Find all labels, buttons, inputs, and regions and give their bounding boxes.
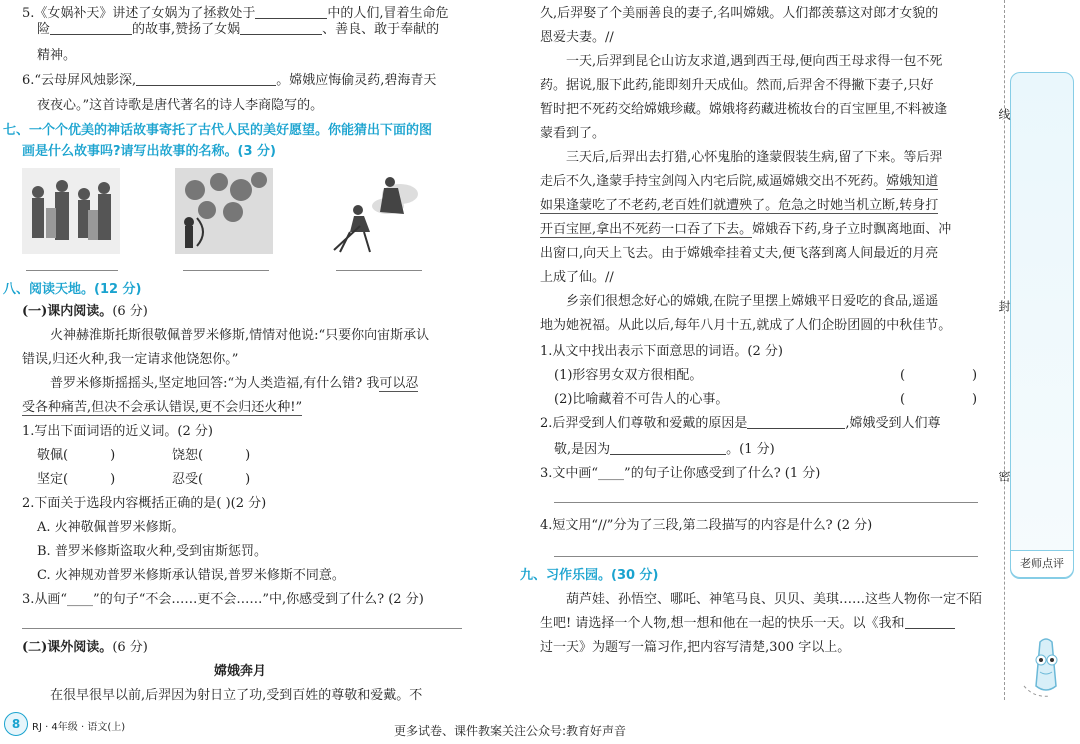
option-a[interactable]: A. 火神敬佩普罗米修斯。 bbox=[37, 520, 185, 535]
story-line-s3: 一天,后羿到昆仑山访友求道,遇到西王母,便向西王母求得一包不死 bbox=[566, 54, 943, 69]
q6-line2: 夜夜心。”这首诗歌是唐代著名的诗人李商隐写的。 bbox=[37, 98, 324, 113]
part1-para2-line2: 受各种痛苦,但决不会承认错误,更不会归还火种!” bbox=[22, 400, 303, 415]
right-q3: 3.文中画“____”的句子让你感受到了什么? (1 分) bbox=[540, 466, 821, 481]
story-title: 嫦娥奔月 bbox=[214, 664, 267, 679]
footer-promo-text: 更多试卷、课件教案关注公众号:教育好声音 bbox=[394, 724, 627, 738]
q6-line1: 6.“云母屏风烛影深, 。嫦娥应悔偷灵药,碧海青天 bbox=[22, 73, 437, 88]
teacher-comment-box[interactable]: 老师点评 bbox=[1010, 550, 1074, 578]
story-line-s12: 上成了仙。// bbox=[540, 270, 614, 285]
story-line-s5: 暂时把不死药交给嫦娥珍藏。嫦娥将药藏进梳妆台的百宝匣里,不料被逢 bbox=[540, 102, 948, 117]
section7-title-line1: 七、一个个优美的神话故事寄托了古代人民的美好愿望。你能猜出下面的图 bbox=[3, 123, 433, 138]
q6-blank[interactable] bbox=[136, 71, 276, 86]
right-q2-line2: 敬,是因为 。(1 分) bbox=[554, 442, 775, 457]
section7-title-line2: 画是什么故事吗?请写出故事的名称。(3 分) bbox=[22, 144, 276, 159]
story-line-s4: 药。据说,服下此药,能即刻升天成仙。然而,后羿舍不得撇下妻子,只好 bbox=[540, 78, 934, 93]
right-q3-answer-line[interactable] bbox=[554, 502, 978, 503]
word-raoshu[interactable]: 饶恕( ) bbox=[172, 448, 251, 463]
story-line-s10: 开百宝匣,拿出不死药一口吞了下去。嫦娥吞下药,身子立时飘离地面、冲 bbox=[540, 222, 952, 237]
picture2-answer-line[interactable] bbox=[183, 270, 269, 271]
story-line-s14: 地为她祝福。从此以后,每年八月十五,就成了人们企盼团圆的中秋佳节。 bbox=[540, 318, 952, 333]
grade-meta: RJ · 4年级 · 语文(上) bbox=[32, 722, 126, 733]
margin-label-mi: 密 bbox=[997, 470, 1011, 482]
composition-line3: 过一天》为题写一篇习作,把内容写清楚,300 字以上。 bbox=[540, 640, 851, 655]
story-line-s6: 蒙看到了。 bbox=[540, 126, 606, 141]
picture3-answer-line[interactable] bbox=[336, 270, 422, 271]
part1-heading: (一)课内阅读。(6 分) bbox=[22, 304, 148, 319]
part1-q1: 1.写出下面词语的近义词。(2 分) bbox=[22, 424, 213, 439]
right-q4-answer-line[interactable] bbox=[554, 556, 978, 557]
story-line-s1: 久,后羿娶了个美丽善良的妻子,名叫嫦娥。人们都羡慕这对郎才女貌的 bbox=[540, 6, 939, 21]
section8-title: 八、阅读天地。(12 分) bbox=[3, 282, 142, 297]
section9-title: 九、习作乐园。(30 分) bbox=[520, 568, 659, 583]
part1-q2: 2.下面关于选段内容概括正确的是( )(2 分) bbox=[22, 496, 267, 511]
word-renshou[interactable]: 忍受( ) bbox=[172, 472, 251, 487]
story-line-s13: 乡亲们很想念好心的嫦娥,在院子里摆上嫦娥平日爱吃的食品,遥遥 bbox=[566, 294, 939, 309]
picture-myth-crowd bbox=[22, 168, 120, 254]
part1-para2-line1: 普罗米修斯摇摇头,坚定地回答:“为人类造福,有什么错? 我可以忍 bbox=[50, 376, 419, 391]
q2-blank-1[interactable] bbox=[747, 414, 845, 429]
word-jianding[interactable]: 坚定( ) bbox=[37, 472, 116, 487]
q1b-paren-open[interactable]: ( bbox=[900, 392, 906, 407]
q5-blank-1[interactable] bbox=[255, 4, 327, 19]
q2-blank-2[interactable] bbox=[610, 440, 726, 455]
q1a-paren-close: ) bbox=[972, 368, 978, 383]
picture-suns-archer bbox=[175, 168, 273, 254]
story-line-s8: 走后不久,逢蒙手持宝剑闯入内宅后院,威逼嫦娥交出不死药。嫦娥知道 bbox=[540, 174, 939, 189]
margin-label-feng: 封 bbox=[997, 300, 1011, 312]
page-number-badge: 8 bbox=[4, 712, 28, 736]
q5-line2: 险 的故事,赞扬了女娲 、善良、敢于奉献的 bbox=[37, 22, 440, 37]
right-q1: 1.从文中找出表示下面意思的词语。(2 分) bbox=[540, 344, 783, 359]
story-line-s11: 出窗口,向天上飞去。由于嫦娥牵挂着丈夫,便飞落到离人间最近的月亮 bbox=[540, 246, 939, 261]
composition-line1: 葫芦娃、孙悟空、哪吒、神笔马良、贝贝、美琪……这些人物你一定不陌 bbox=[566, 592, 983, 607]
right-q1a: (1)形容男女双方很相配。 bbox=[554, 368, 703, 383]
part1-para1-line2: 错误,归还火种,我一定请求他饶恕你。” bbox=[22, 352, 239, 367]
story-line-s9: 如果逢蒙吃了不老药,老百姓们就遭殃了。危急之时她当机立断,转身打 bbox=[540, 198, 939, 213]
q5-line3: 精神。 bbox=[37, 48, 77, 63]
q1a-paren-open[interactable]: ( bbox=[900, 368, 906, 383]
story-para1-line1: 在很早很早以前,后羿因为射日立了功,受到百姓的尊敬和爱戴。不 bbox=[50, 688, 423, 703]
part2-heading: (二)课外阅读。(6 分) bbox=[22, 640, 148, 655]
right-q1b: (2)比喻藏着不可告人的心事。 bbox=[554, 392, 729, 407]
q5-line1: 5.《女娲补天》讲述了女娲为了拯救处于 中的人们,冒着生命危 bbox=[22, 6, 449, 21]
picture-fairy-flying bbox=[330, 166, 422, 256]
q1b-paren-close: ) bbox=[972, 392, 978, 407]
mascot-illustration bbox=[1020, 636, 1072, 700]
right-q4: 4.短文用“//”分为了三段,第二段描写的内容是什么? (2 分) bbox=[540, 518, 873, 533]
part1-q3-answer-line[interactable] bbox=[22, 628, 462, 629]
margin-label-xian: 线 bbox=[997, 108, 1011, 120]
word-jingpei[interactable]: 敬佩( ) bbox=[37, 448, 116, 463]
q5-blank-3[interactable] bbox=[240, 20, 322, 35]
part1-para1-line1: 火神赫淮斯托斯很敬佩普罗米修斯,情情对他说:“只要你向宙斯承认 bbox=[50, 328, 430, 343]
binding-dashed-line bbox=[1004, 0, 1006, 700]
right-q2-line1: 2.后羿受到人们尊敬和爱戴的原因是 ,嫦娥受到人们尊 bbox=[540, 416, 941, 431]
q5-blank-2[interactable] bbox=[50, 20, 132, 35]
option-b[interactable]: B. 普罗米修斯盗取火种,受到宙斯惩罚。 bbox=[37, 544, 267, 559]
binding-margin-panel bbox=[1010, 72, 1074, 579]
composition-title-blank[interactable] bbox=[905, 614, 955, 629]
composition-line2: 生吧! 请选择一个人物,想一想和他在一起的快乐一天。以《我和 bbox=[540, 614, 955, 634]
story-line-s7: 三天后,后羿出去打猎,心怀鬼胎的逢蒙假装生病,留了下来。等后羿 bbox=[566, 150, 943, 165]
part1-q3: 3.从画“____”的句子“不会……更不会……”中,你感受到了什么? (2 分) bbox=[22, 592, 424, 607]
picture1-answer-line[interactable] bbox=[26, 270, 118, 271]
story-line-s2: 恩爱夫妻。// bbox=[540, 30, 614, 45]
option-c[interactable]: C. 火神规劝普罗米修斯承认错误,普罗米修斯不同意。 bbox=[37, 568, 345, 583]
